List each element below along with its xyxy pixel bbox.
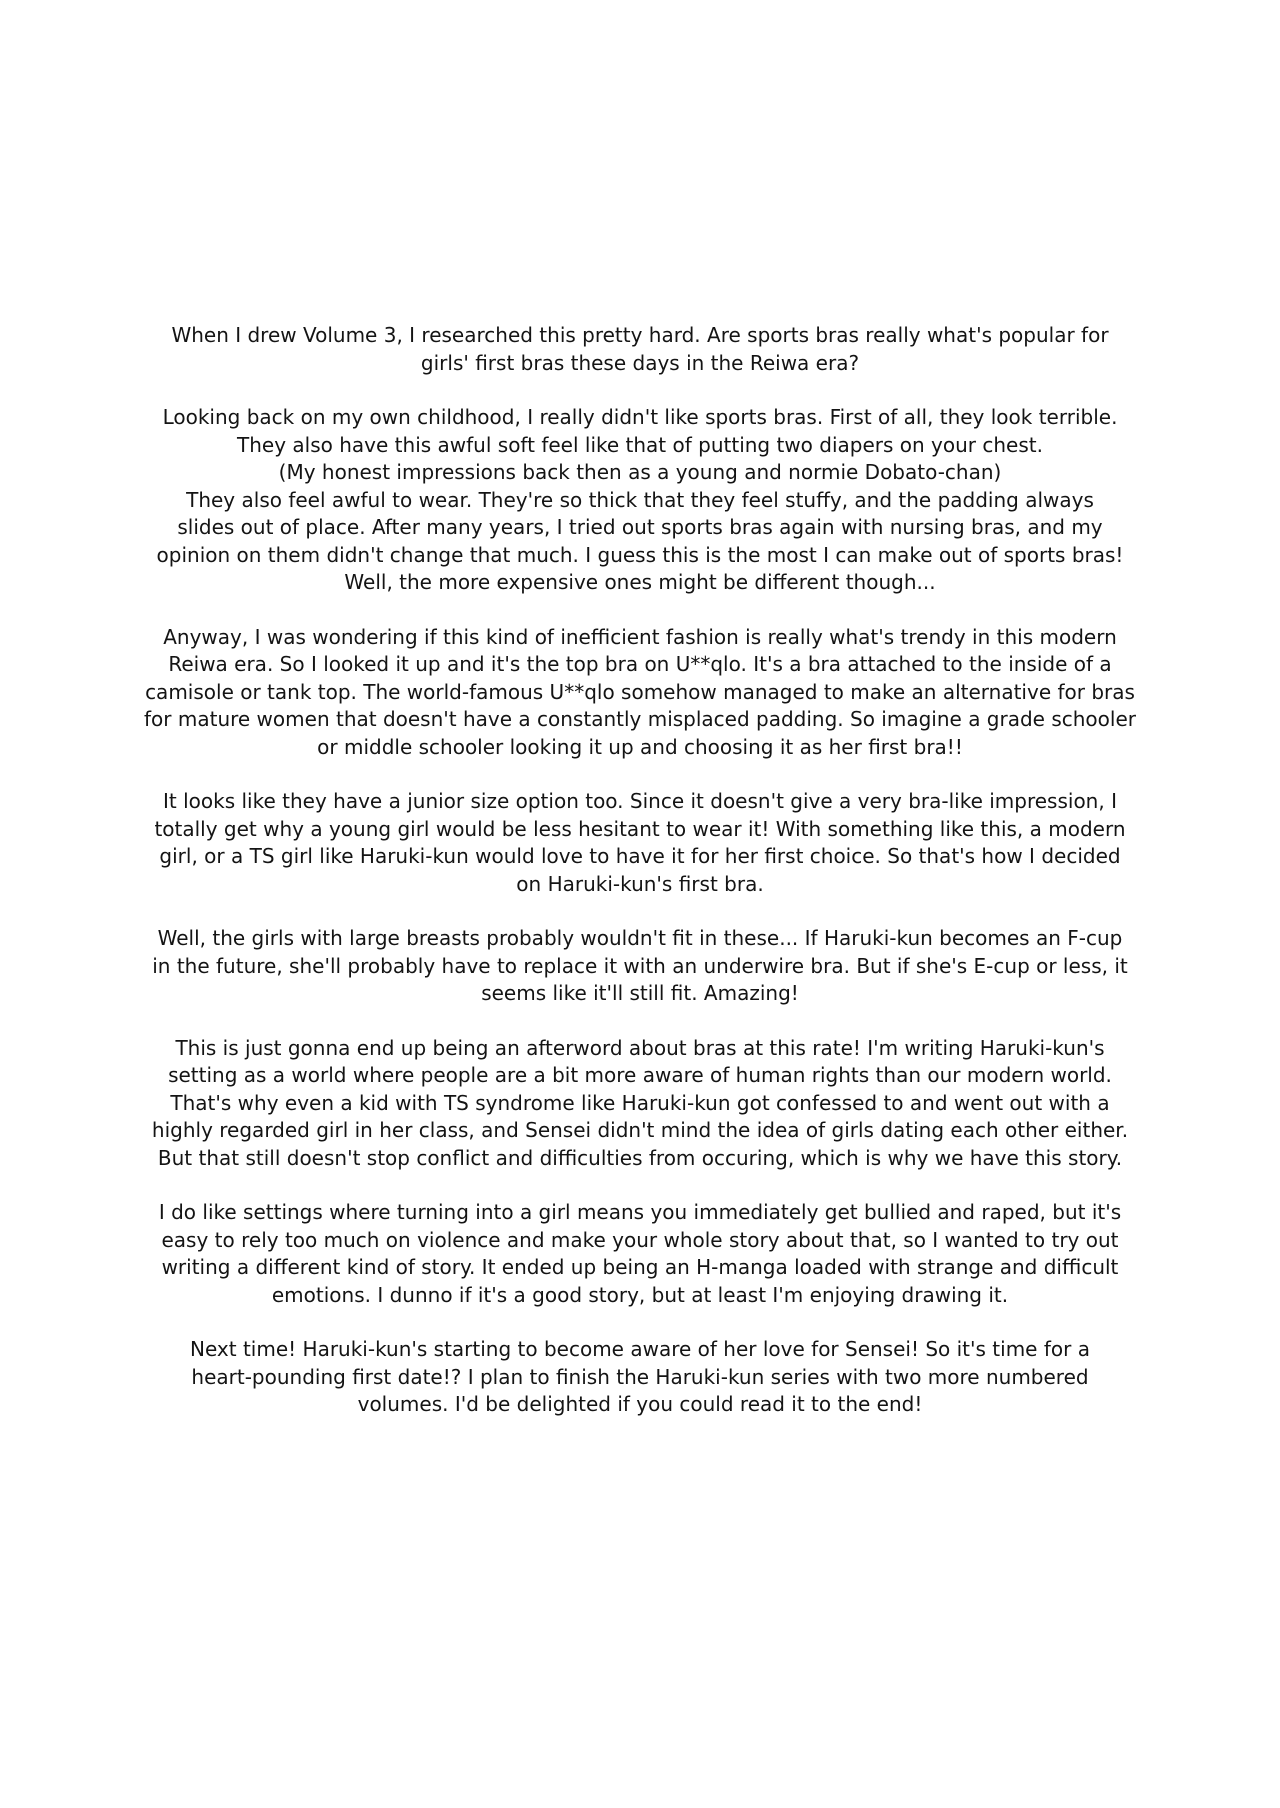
text-line: easy to rely too much on violence and make your whole story about that, so I wanted to try out [161,1227,1119,1252]
text-line: Well, the more expensive ones might be different though... [344,570,936,594]
text-line: This is just gonna end up being an afterword about bras at this rate! I'm writing Haruki-kun's [175,1035,1105,1060]
text-line: They also have this awful soft feel like that of putting two diapers on your chest. [237,432,1043,457]
text-line: seems like it'll still fit. Amazing! [481,981,799,1005]
text-line: highly regarded girl in her class, and Sensei didn't mind the idea of girls dating each other either. [151,1118,1129,1142]
text-line: That's why even a kid with TS syndrome like Haruki-kun got confessed to and went out with a [170,1090,1110,1115]
paragraph-1 [100,322,1180,377]
text-line: on Haruki-kun's first bra. [516,871,764,896]
text-line: I do like settings where turning into a girl means you immediately get bullied and raped, but it's [158,1200,1122,1224]
text-line: writing a different kind of story. It ended up being an H-manga loaded with strange and difficult [161,1255,1119,1279]
text-line: It looks like they have a junior size option too. Since it doesn't give a very bra-like impression, I [163,789,1117,813]
text-line: Next time! Haruki-kun's starting to become aware of her love for Sensei! So it's time for a [190,1337,1090,1361]
text-line: When I drew Volume 3, I researched this pretty hard. Are sports bras really what's popular for [171,323,1109,347]
text-line: girl, or a TS girl like Haruki-kun would love to have it for her first choice. So that's how I decided [159,844,1121,868]
text-line: Looking back on my own childhood, I really didn't like sports bras. First of all, they look terrible. [162,405,1118,429]
paragraph-3 [100,624,1180,762]
text-line: Reiwa era. So I looked it up and it's the top bra on U**qlo. It's a bra attached to the inside of a [168,652,1112,676]
text-line: volumes. I'd be delighted if you could read it to the end! [357,1392,923,1416]
text-line: opinion on them didn't change that much. I guess this is the most I can make out of sports bras! [156,542,1124,567]
afterword-text [100,322,1180,1446]
text-line: setting as a world where people are a bit more aware of human rights than our modern world. [168,1063,1112,1087]
text-line: slides out of place. After many years, I tried out sports bras again with nursing bras, and my [177,515,1103,539]
text-line: Anyway, I was wondering if this kind of inefficient fashion is really what's trendy in this modern [163,624,1117,649]
paragraph-4 [100,788,1180,898]
text-line: for mature women that doesn't have a constantly misplaced padding. So imagine a grade schooler [144,707,1136,731]
paragraph-8 [100,1336,1180,1419]
text-line: or middle schooler looking it up and choosing it as her first bra!! [317,734,963,759]
paragraph-6 [100,1035,1180,1173]
text-line: camisole or tank top. The world-famous U**qlo somehow managed to make an alternative for bras [145,679,1135,704]
text-line: But that still doesn't stop conflict and difficulties from occuring, which is why we have this story. [157,1145,1123,1170]
text-line: heart-pounding first date!? I plan to finish the Haruki-kun series with two more numbered [191,1364,1089,1389]
paragraph-5 [100,925,1180,1008]
paragraph-2 [100,404,1180,597]
text-line: Well, the girls with large breasts probably wouldn't fit in these... If Haruki-kun becomes an F-cup [157,926,1123,950]
text-line: totally get why a young girl would be less hesitant to wear it! With something like this, a modern [154,816,1126,841]
text-line: They also feel awful to wear. They're so thick that they feel stuffy, and the padding always [186,487,1094,512]
text-line: (My honest impressions back then as a young and normie Dobato-chan) [278,460,1002,484]
text-line: emotions. I dunno if it's a good story, but at least I'm enjoying drawing it. [271,1282,1009,1307]
text-line: girls' first bras these days in the Reiwa era? [420,350,860,375]
text-line: in the future, she'll probably have to replace it with an underwire bra. But if she's E-cup or less, it [152,953,1128,978]
paragraph-7 [100,1199,1180,1309]
